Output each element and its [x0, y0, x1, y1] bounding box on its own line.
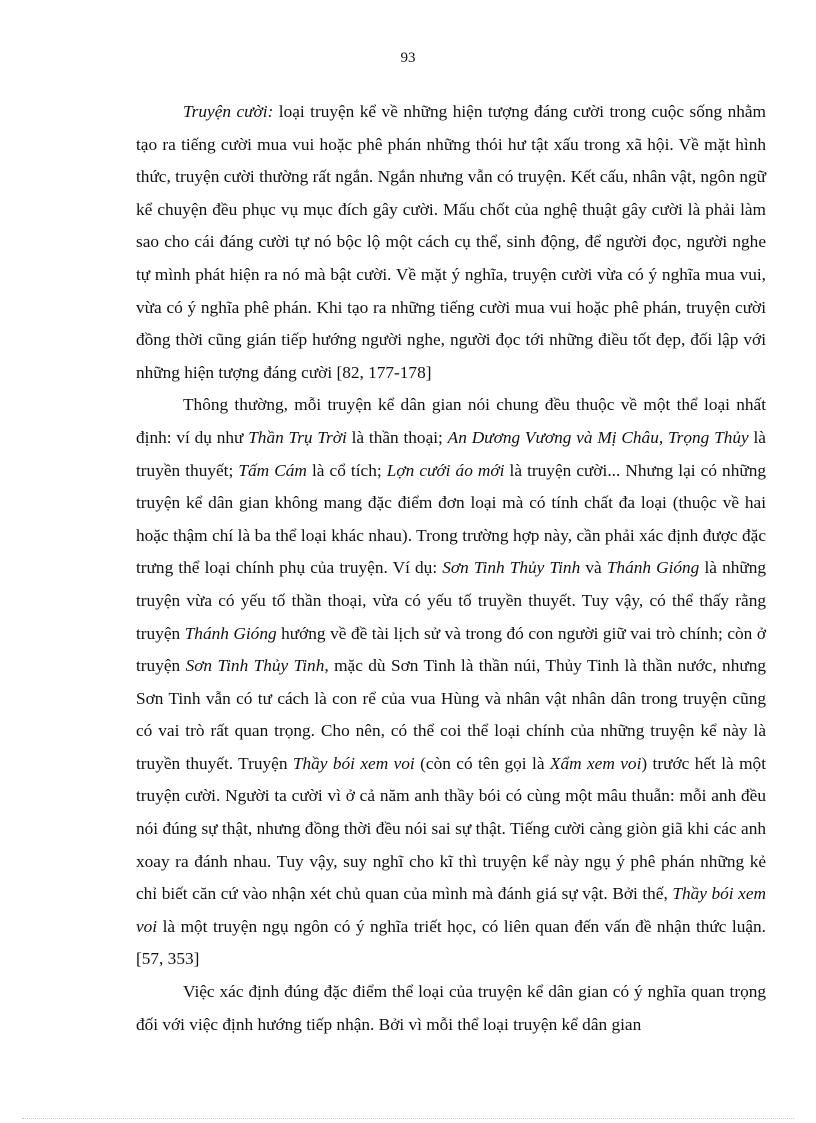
text-run: Sơn Tinh Thủy Tinh	[185, 656, 325, 676]
text-run: An Dương Vương và Mị Châu, Trọng Thủy	[447, 427, 749, 447]
text-run: Thầy bói xem voi	[292, 753, 415, 773]
paragraph-1	[136, 96, 766, 389]
text-run: là những truyện vừa có yếu tố thần thoại, vừa có yếu tố truyền thuyết. Tuy vậy, có thể thấy rằng truyện	[136, 558, 766, 643]
text-run: Sơn Tinh Thủy Tinh	[442, 558, 581, 578]
text-run: Thầy bói xem voi	[136, 884, 766, 936]
text-run: là thần thoại;	[346, 427, 448, 447]
paragraph-3	[136, 976, 766, 1041]
body-text	[136, 96, 766, 1041]
text-run: là truyền thuyết;	[136, 427, 766, 480]
text-run: Lợn cưới áo mới	[386, 460, 505, 480]
text-run: Thần Trụ Trời	[248, 427, 347, 447]
text-run: loại truyện kể về những hiện tượng đáng cười trong cuộc sống nhằm tạo ra tiếng cười mua vui hoặc phê phán những thói hư tật xấu trong xã hội. Về mặt hình thức, truyện cười thường rất ngắn. Ngắn nhưng vẫn có truyện. Kết cấu, nhân vật, ngôn ngữ kể chuyện đều phục vụ mục đích gây cười. Mấu chốt của nghệ thuật gây cười là phải làm sao cho cái đáng cười tự nó bộc lộ một cách cụ thể, sinh động, để người đọc, người nghe tự mình phát hiện ra nó mà bật cười. Về mặt ý nghĩa, truyện cười vừa có ý nghĩa mua vui, vừa có ý nghĩa phê phán. Khi tạo ra những tiếng cười mua vui hoặc phê phán, truyện cười đồng thời cũng gián tiếp hướng người nghe, người đọc tới những điều tốt đẹp, đối lập với những hiện tượng đáng cười [82, 177-178]	[136, 102, 766, 382]
text-run: là truyện cười... Nhưng lại có những truyện kể dân gian không mang đặc điểm đơn loại mà có tính chất đa loại (thuộc về hai hoặc thậm chí là ba thể loại khác nhau). Trong trường hợp này, cần phải xác định được đặc trưng thể loại chính phụ của truyện. Ví dụ:	[136, 460, 766, 578]
text-run: là cổ tích;	[306, 460, 387, 480]
text-run: Tấm Cám	[238, 460, 307, 480]
page-number: 93	[400, 50, 416, 66]
text-run: Thánh Gióng	[184, 623, 277, 643]
text-run: ) trước hết là một truyện cười. Người ta cười vì ở cả năm anh thầy bói có cùng một mâu thuẫn: mỗi anh đều nói đúng sự thật, nhưng đồng thời đều nói sai sự thật. Tiếng cười càng giòn giã khi các anh xoay ra đánh nhau. Tuy vậy, suy nghĩ cho kĩ thì truyện kể này ngụ ý phê phán những kẻ chỉ biết căn cứ vào nhận xét chủ quan của mình mà đánh giá sự vật. Bởi thế,	[136, 753, 766, 904]
text-run: Xẩm xem voi	[549, 753, 642, 773]
text-run: Truyện cười:	[183, 102, 274, 121]
text-run: Thông thường, mỗi truyện kể dân gian nói chung đều thuộc về một thể loại nhất định: ví dụ như	[136, 395, 766, 447]
paragraph-2	[136, 389, 766, 976]
text-run: Việc xác định đúng đặc điểm thể loại của truyện kể dân gian có ý nghĩa quan trọng đối với việc định hướng tiếp nhận. Bởi vì mỗi thể loại truyện kể dân gian	[136, 982, 766, 1034]
page-border	[22, 1118, 794, 1119]
text-run: Thánh Gióng	[606, 558, 700, 578]
text-run: và	[580, 558, 607, 578]
text-run: hướng về đề tài lịch sử và trong đó con người giữ vai trò chính; còn ở truyện	[136, 623, 766, 676]
text-run: là một truyện ngụ ngôn có ý nghĩa triết học, có liên quan đến vấn đề nhận thức luận. [57, 353]	[136, 916, 766, 969]
text-run: , mặc dù Sơn Tinh là thần núi, Thủy Tinh là thần nước, nhưng Sơn Tinh vẫn có tư cách là con rể của vua Hùng và nhân vật nhân dân trong truyện cũng có vai trò rất quan trọng. Cho nên, có thể coi thể loại chính của những truyện kể này là truyền thuyết. Truyện	[136, 656, 766, 773]
text-run: (còn có tên gọi là	[414, 753, 550, 773]
